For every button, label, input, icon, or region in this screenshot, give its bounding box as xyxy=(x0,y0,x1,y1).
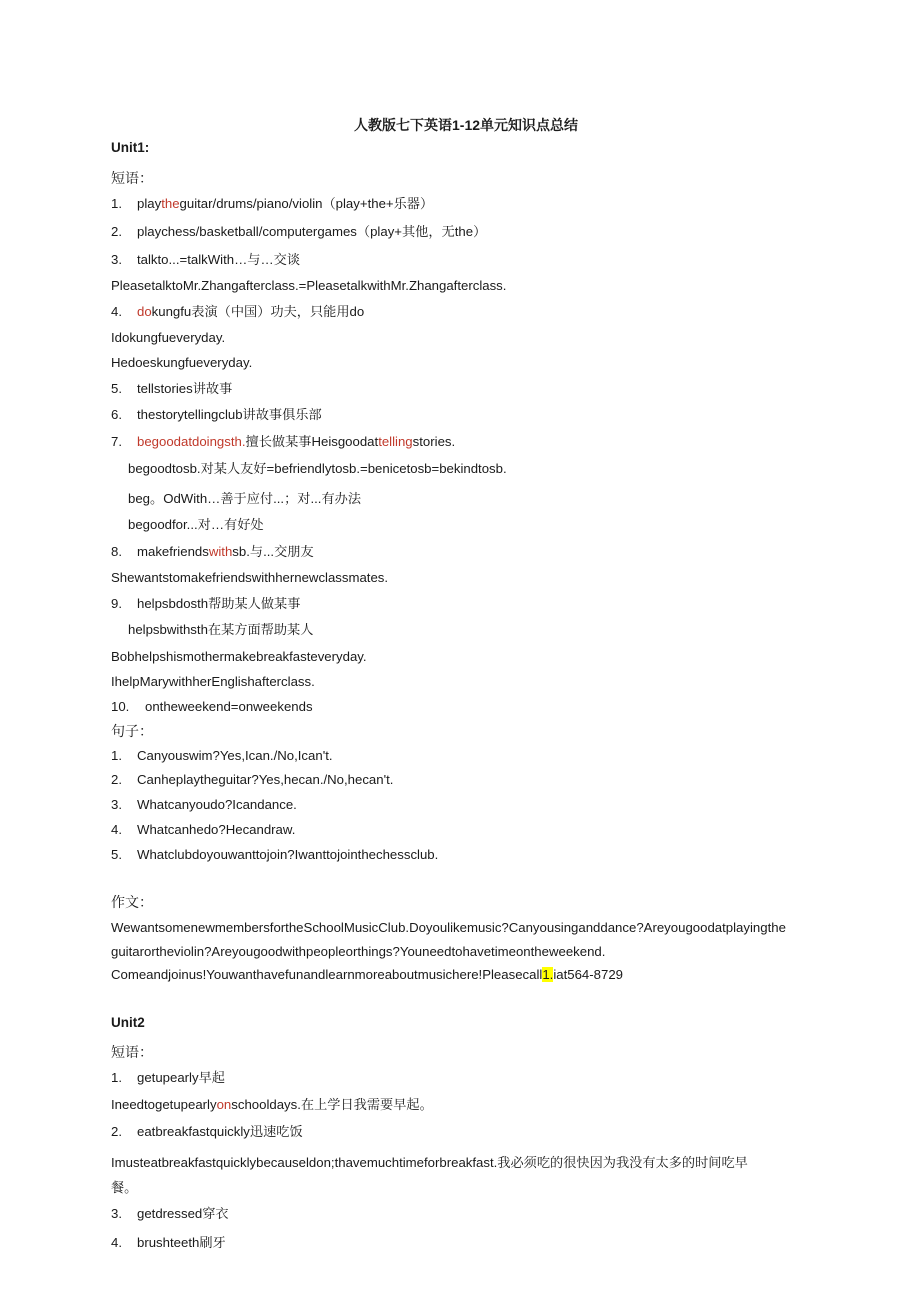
example-sentence: IhelpMarywithherEnglishafterclass. xyxy=(111,674,315,689)
item-number: 1. xyxy=(111,748,122,763)
item-number: 4. xyxy=(111,822,122,837)
highlight-word: the xyxy=(161,196,180,211)
item-number: 4. xyxy=(111,304,122,319)
highlight-word: on xyxy=(216,1097,232,1112)
unit1-essay-label: 作文： xyxy=(111,895,153,911)
item-number: 10. xyxy=(111,699,130,714)
phrase-item: 3. getdressed穿衣 xyxy=(111,1206,229,1221)
highlight-word: do xyxy=(137,304,152,319)
sub-phrase: helpsbwithsth在某方面帮助某人 xyxy=(128,622,314,637)
sentence-item: 2. Canheplaytheguitar?Yes,hecan./No,hecan't. xyxy=(111,772,394,787)
item-number: 9. xyxy=(111,596,122,611)
phrase-item: 3. talkto...=talkWith…与…交谈 xyxy=(111,252,301,267)
phrase-item: 2. eatbreakfastquickly迅速吃饭 xyxy=(111,1124,303,1139)
phrase-item: 8. makefriendswithsb.与...交朋友 xyxy=(111,544,314,559)
unit1-heading: Unit1: xyxy=(111,140,150,155)
example-sentence: 餐。 xyxy=(111,1180,138,1195)
example-sentence: Ineedtogetupearlyonschooldays.在上学日我需要早起。 xyxy=(111,1097,433,1112)
item-number: 3. xyxy=(111,797,122,812)
example-sentence: Idokungfueveryday. xyxy=(111,330,226,345)
item-number: 3. xyxy=(111,1206,122,1221)
item-number: 1. xyxy=(111,1070,122,1085)
item-number: 6. xyxy=(111,407,122,422)
phrase-item: 1. getupearly早起 xyxy=(111,1070,225,1085)
highlight-word: begoodatdoingsth. xyxy=(137,434,246,449)
sentence-item: 1. Canyouswim?Yes,Ican./No,Ican't. xyxy=(111,748,333,763)
unit2-heading: Unit2 xyxy=(111,1015,145,1030)
phrase-item: 2. playchess/basketball/computergames（play+其他，无the） xyxy=(111,224,487,239)
item-number: 2. xyxy=(111,772,122,787)
sentence-item: 5. Whatclubdoyouwanttojoin?Iwanttojointhechessclub. xyxy=(111,847,439,862)
phrase-item: 4. brushteeth刷牙 xyxy=(111,1235,226,1250)
sub-phrase: begoodfor...对…有好处 xyxy=(128,517,264,532)
example-sentence: Imusteatbreakfastquicklybecauseldon;thavemuchtimeforbreakfast.我必须吃的很快因为我没有太多的时间吃早 xyxy=(111,1155,748,1170)
example-sentence: Bobhelpshismothermakebreakfasteveryday. xyxy=(111,649,367,664)
phrase-item: 1. playtheguitar/drums/piano/violin（play+the+乐器） xyxy=(111,196,434,211)
item-number: 2. xyxy=(111,1124,122,1139)
item-number: 8. xyxy=(111,544,122,559)
sub-phrase: begoodtosb.对某人友好=befriendlytosb.=benicetosb=bekindtosb. xyxy=(128,461,507,476)
highlight-word: with xyxy=(208,544,233,559)
phrase-item: 10. ontheweekend=onweekends xyxy=(111,699,313,714)
essay-line: WewantsomenewmembersfortheSchoolMusicClub.Doyoulikemusic?Canyousinganddance?Areyougoodatplayingthe xyxy=(111,920,786,935)
example-sentence: PleasetalktoMr.Zhangafterclass.=PleasetalkwithMr.Zhangafterclass. xyxy=(111,278,507,293)
example-sentence: Shewantstomakefriendswithhernewclassmates. xyxy=(111,570,389,585)
item-number: 2. xyxy=(111,224,122,239)
highlight-word: telling xyxy=(378,434,413,449)
example-sentence: Hedoeskungfueveryday. xyxy=(111,355,253,370)
essay-line: Comeandjoinus!Youwanthavefunandlearnmoreaboutmusichere!Pleasecall1.iat564-8729 xyxy=(111,967,623,982)
item-number: 5. xyxy=(111,847,122,862)
phrase-item: 9. helpsbdosth帮助某人做某事 xyxy=(111,596,301,611)
phrase-item: 7. begoodatdoingsth.擅长做某事Heisgoodattellingstories. xyxy=(111,434,456,449)
highlighted-text: 1. xyxy=(542,967,554,982)
unit2-phrases-label: 短语： xyxy=(111,1045,153,1061)
sub-phrase: beg。OdWith…善于应付...；对...有办法 xyxy=(128,491,362,506)
item-number: 1. xyxy=(111,196,122,211)
phrase-item: 4. dokungfu表演（中国）功夫，只能用do xyxy=(111,304,365,319)
item-number: 7. xyxy=(111,434,122,449)
unit1-sentences-label: 句子： xyxy=(111,724,153,740)
essay-line: guitarortheviolin?Areyougoodwithpeopleorthings?Youneedtohavetimeontheweekend. xyxy=(111,944,606,959)
sentence-item: 4. Whatcanhedo?Hecandraw. xyxy=(111,822,296,837)
sentence-item: 3. Whatcanyoudo?Icandance. xyxy=(111,797,297,812)
item-number: 5. xyxy=(111,381,122,396)
phrase-item: 5. tellstories讲故事 xyxy=(111,381,233,396)
document-title: 人教版七下英语1-12单元知识点总结 xyxy=(354,117,579,133)
item-number: 4. xyxy=(111,1235,122,1250)
unit1-phrases-label: 短语： xyxy=(111,171,153,187)
item-number: 3. xyxy=(111,252,122,267)
phrase-item: 6. thestorytellingclub讲故事俱乐部 xyxy=(111,407,322,422)
